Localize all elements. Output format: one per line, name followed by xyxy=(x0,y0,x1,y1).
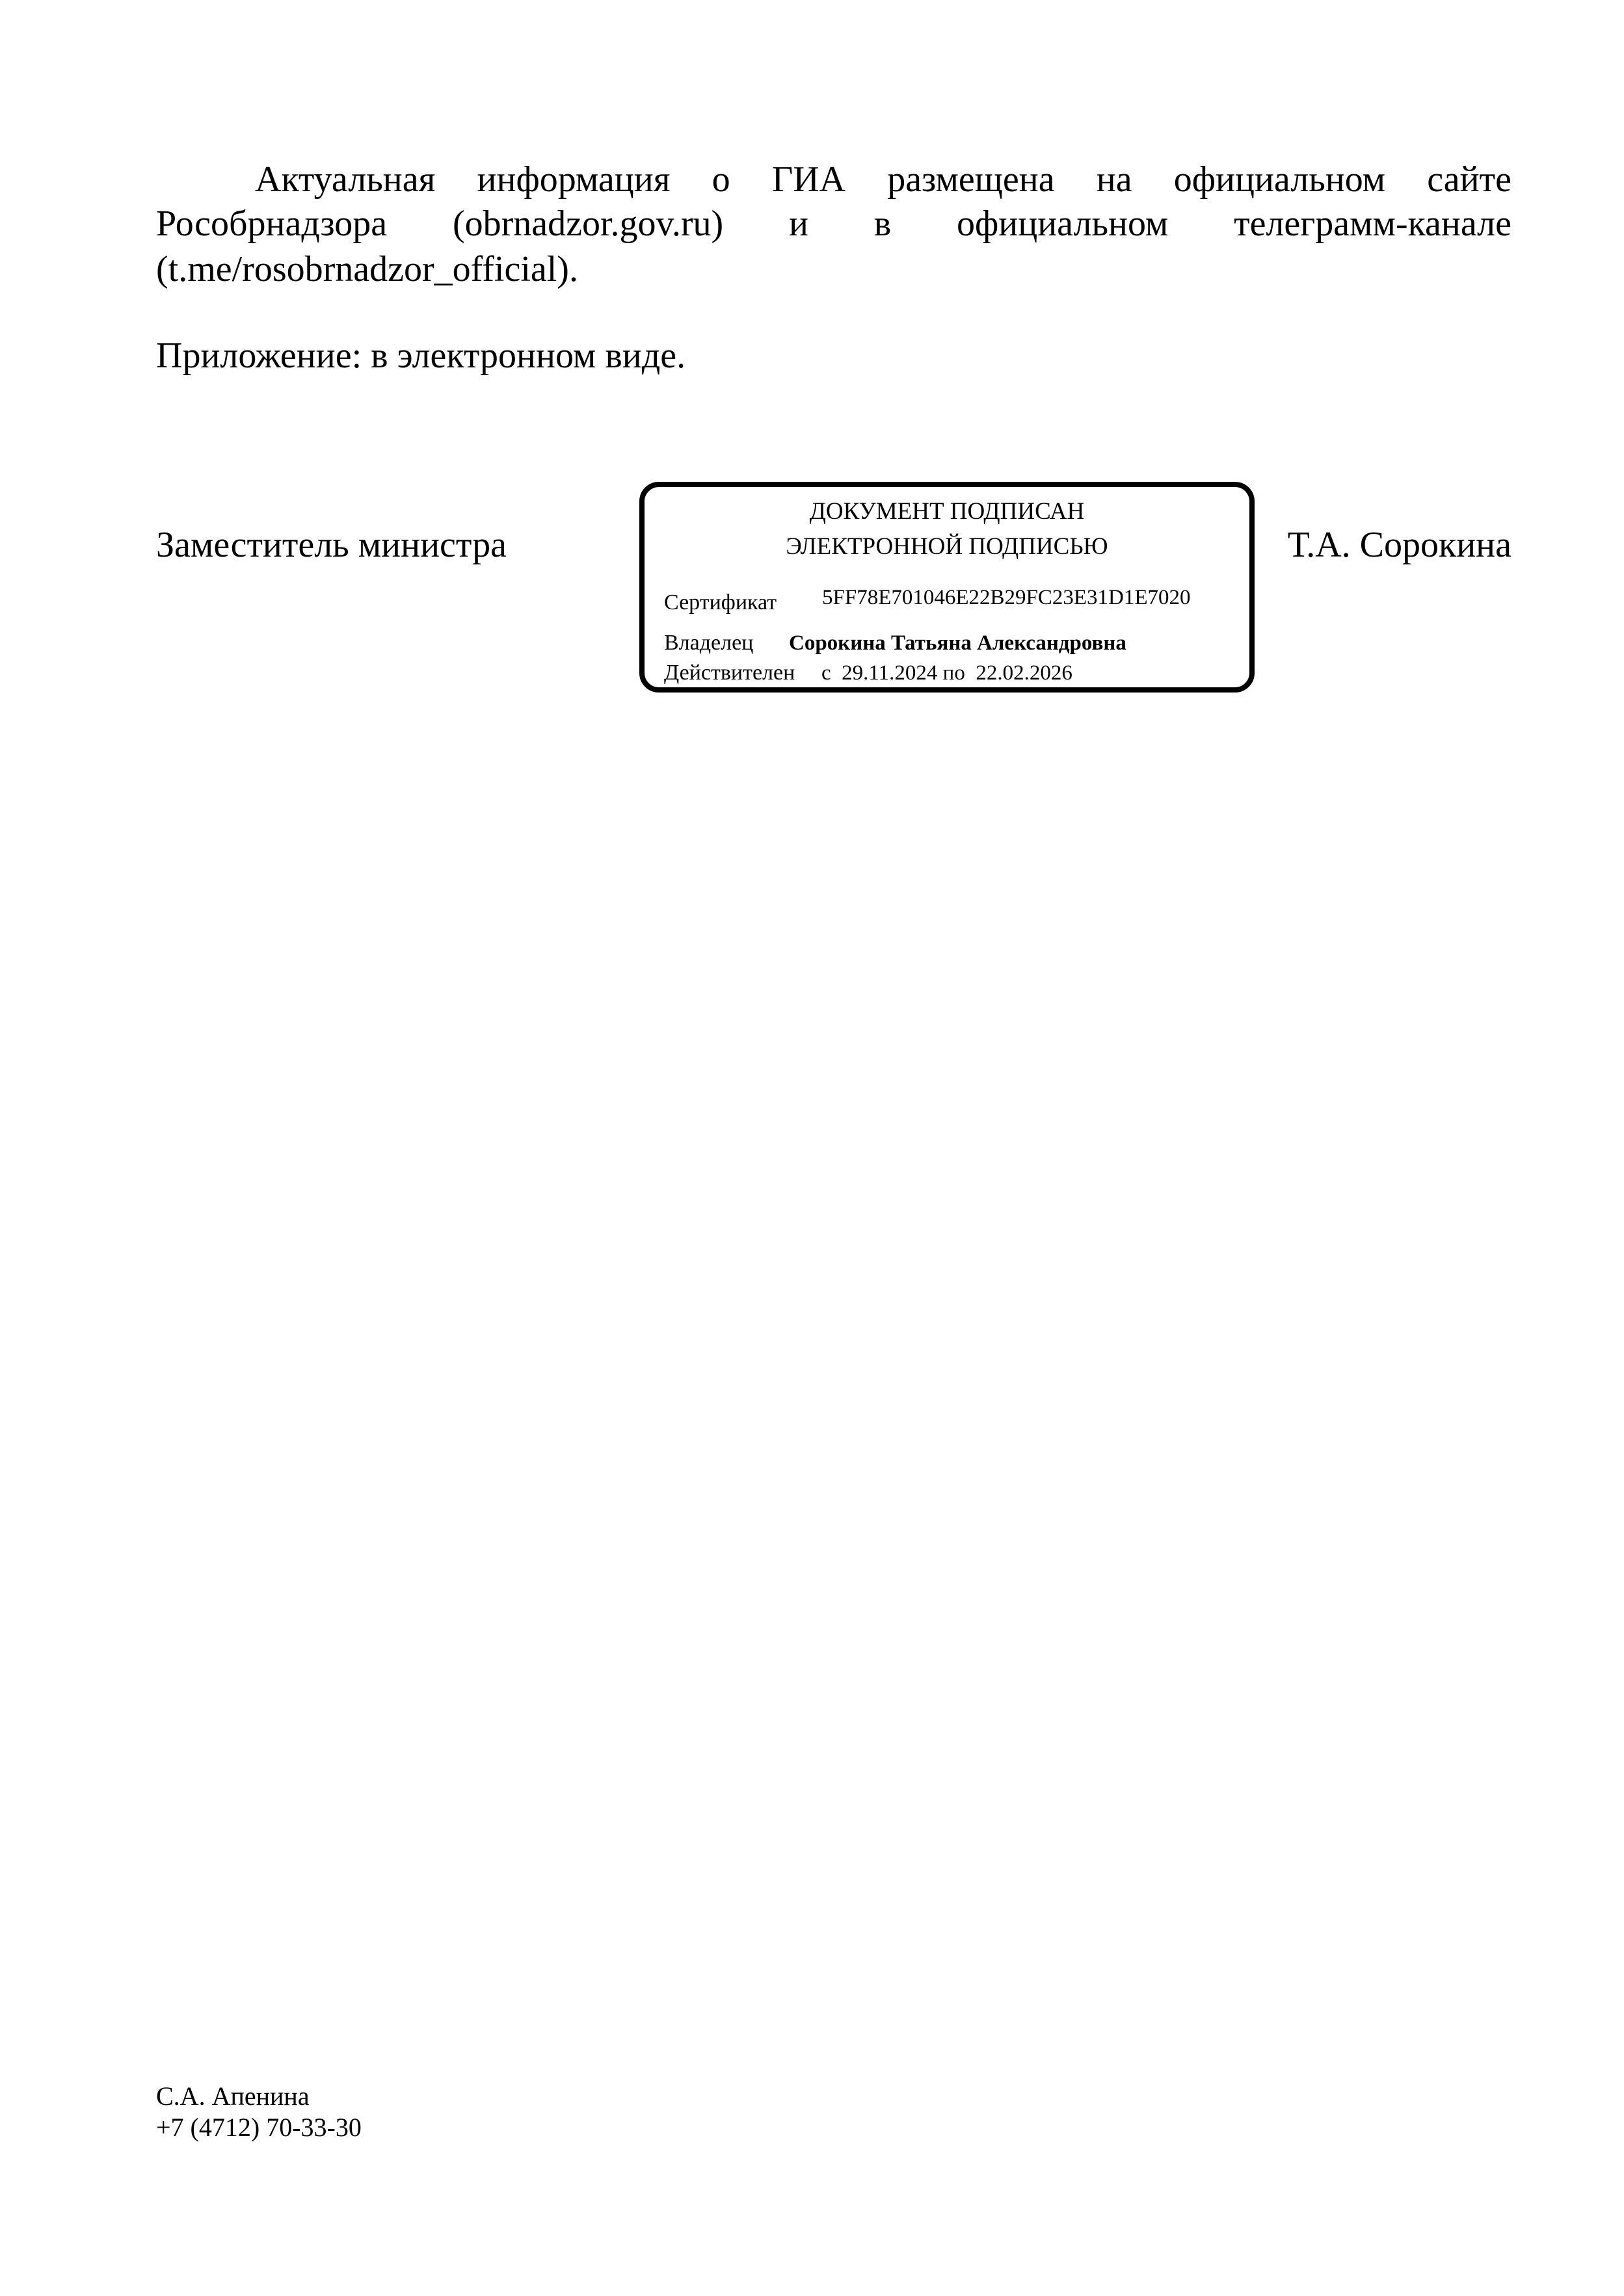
appendix-note: Приложение: в электронном виде. xyxy=(156,336,686,376)
word: на xyxy=(1096,159,1132,200)
word-link: (obrnadzor.gov.ru) xyxy=(452,204,724,244)
stamp-heading-line-2: ЭЛЕКТРОННОЙ ПОДПИСЬЮ xyxy=(786,533,1108,560)
validity-label: Действителен xyxy=(664,661,795,685)
paragraph-indent xyxy=(156,159,255,203)
paragraph-line-1-words xyxy=(255,159,1511,203)
word: Рособрнадзора xyxy=(156,204,388,244)
word: ГИА xyxy=(771,159,846,200)
word: о xyxy=(712,159,730,200)
stamp-owner-row xyxy=(664,630,1126,656)
stamp-validity-row xyxy=(664,660,1072,686)
word: и xyxy=(788,204,808,244)
stamp-certificate-row xyxy=(664,586,1191,616)
signer-name: Т.А. Сорокина xyxy=(1287,525,1511,565)
executor-phone: +7 (4712) 70-33-30 xyxy=(156,2113,362,2142)
word: телеграмм-канале xyxy=(1234,204,1511,244)
signer-position: Заместитель министра xyxy=(156,525,507,565)
word: сайте xyxy=(1427,159,1511,200)
certificate-label: Сертификат xyxy=(664,590,777,614)
electronic-signature-stamp xyxy=(639,482,1255,693)
word: Актуальная xyxy=(255,159,436,200)
stamp-heading-line-1: ДОКУМЕНТ ПОДПИСАН xyxy=(809,498,1085,525)
paragraph-line-1 xyxy=(156,159,1511,203)
paragraph-line-3: (t.me/rosobrnadzor_official). xyxy=(156,249,578,289)
owner-value: Сорокина Татьяна Александровна xyxy=(789,631,1126,655)
paragraph-line-2 xyxy=(156,203,1511,247)
word: информация xyxy=(477,159,671,200)
validity-value: с 29.11.2024 по 22.02.2026 xyxy=(821,661,1072,685)
word: в xyxy=(873,204,892,244)
word: размещена xyxy=(887,159,1055,200)
word: официальном xyxy=(1173,159,1386,200)
executor-name: С.А. Апенина xyxy=(156,2081,310,2111)
owner-label: Владелец xyxy=(664,631,754,655)
word: официальном xyxy=(956,204,1169,244)
certificate-value: 5FF78E701046E22B29FC23E31D1E7020 xyxy=(822,586,1191,609)
